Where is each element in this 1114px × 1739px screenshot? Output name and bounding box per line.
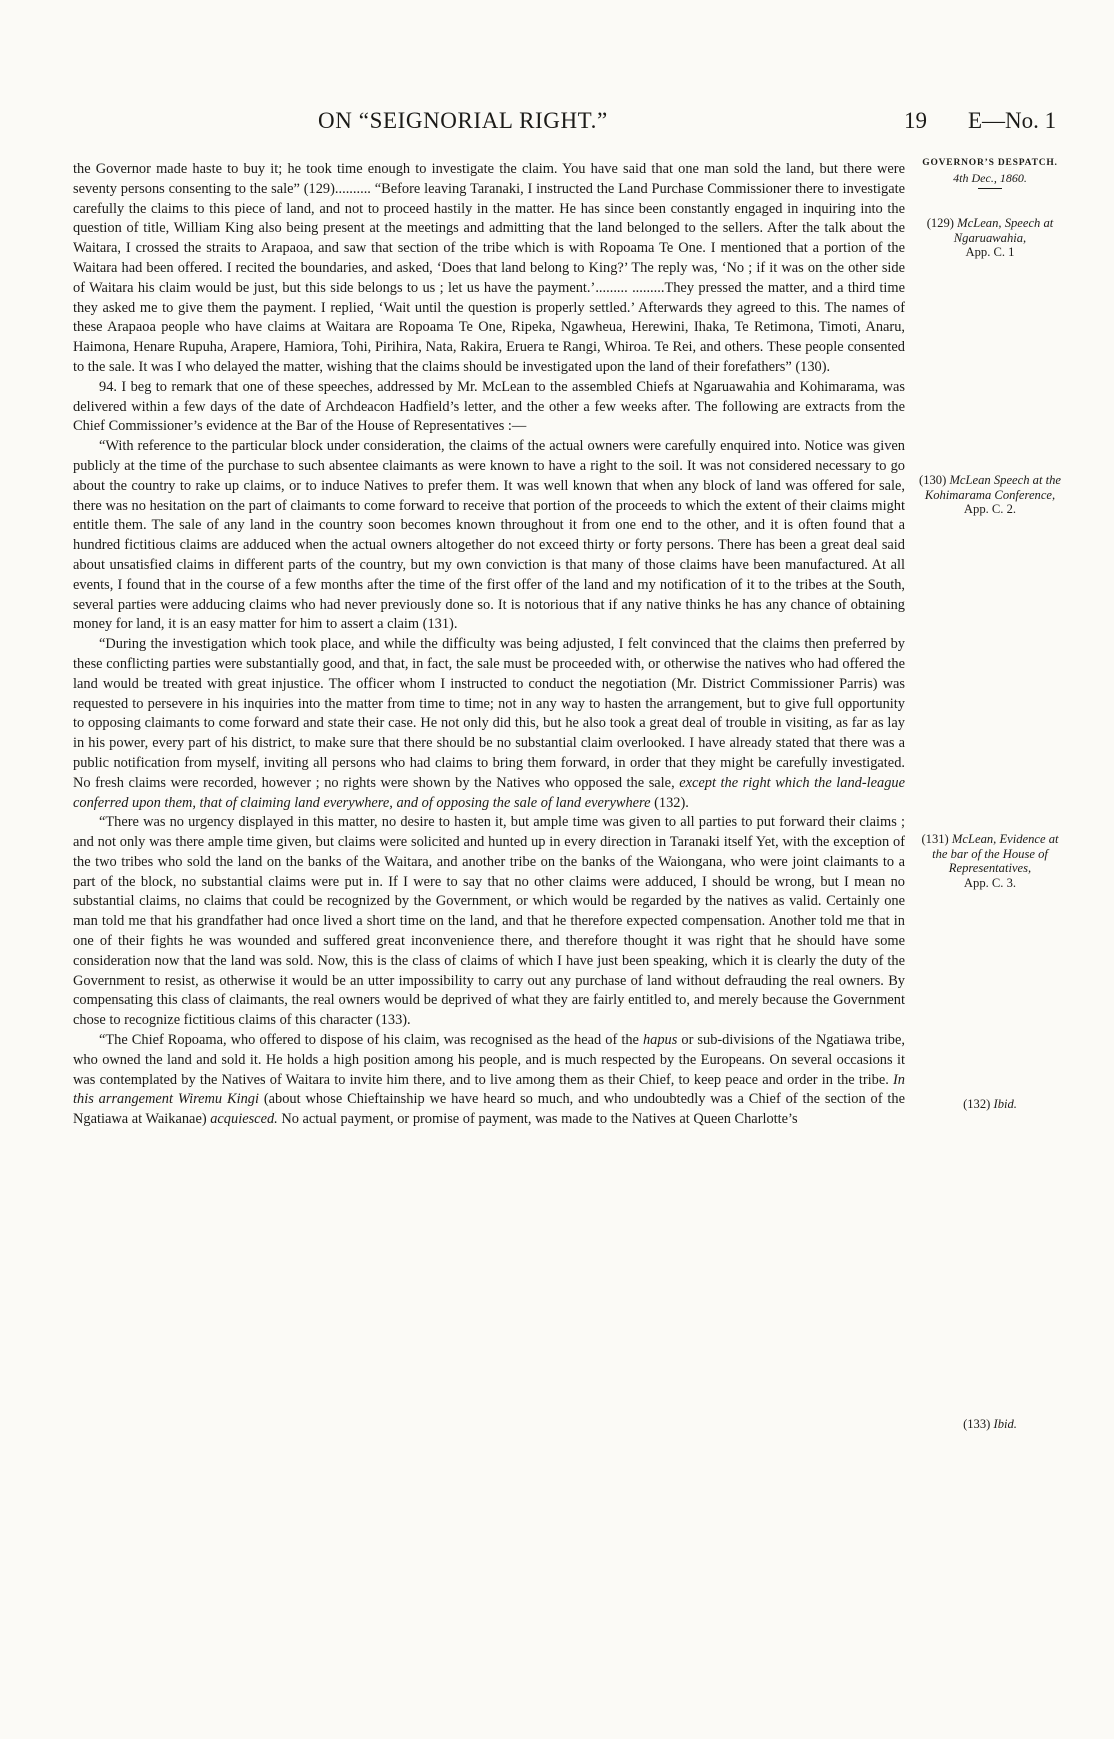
margin-note-133: [915, 1417, 1065, 1432]
note-source: McLean, Evidence at the bar of the House of Representatives,: [932, 832, 1059, 875]
margin-notes-column: [915, 160, 1065, 1720]
note-source: Ibid.: [993, 1097, 1017, 1111]
italic-emphasis: In this arrangement Wiremu Kingi: [73, 1071, 905, 1108]
paragraph-94: 94. I beg to remark that one of these speeches, addressed by Mr. McLean to the assembled Chiefs at Ngaruawahia and Kohimarama, was delivered within a few days of the date of Archdeacon Hadfield’s letter, and the other a few weeks after. The following are extracts from the Chief Commissioner’s evidence at the Bar of the House of Representatives :—: [73, 378, 905, 435]
running-title: ON “SEIGNORIAL RIGHT.”: [318, 108, 608, 133]
citation-132: (132).: [650, 794, 689, 811]
note-number: (130): [919, 473, 947, 487]
italic-emphasis: except the right which the land-league conferred upon them, that of claiming land everywhere, and of opposing the sale of land everywhere: [73, 774, 905, 811]
italic-acquiesced: acquiesced.: [210, 1111, 278, 1128]
quote-block-ropoama: [73, 1031, 905, 1130]
page-number: 19: [904, 108, 927, 133]
despatch-reference: [915, 154, 1065, 189]
despatch-date: 4th Dec., 1860.: [953, 170, 1027, 185]
quote-text: (about whose Chieftainship we have heard so much, and who undoubtedly was a Chief of the section of the Ngatiawa at Waikanae): [73, 1091, 905, 1128]
quote-block-investigation: [73, 635, 905, 813]
note-appendix: App. C. 2.: [963, 502, 1017, 516]
note-appendix: App. C. 3.: [963, 875, 1017, 890]
italic-hapus: hapus: [642, 1032, 678, 1049]
note-source: McLean, Speech at Ngaruawahia,: [953, 216, 1054, 245]
margin-note-129: [915, 216, 1065, 260]
margin-note-131: [915, 832, 1065, 890]
quote-block-no-urgency: “There was no urgency displayed in this matter, no desire to hasten it, but ample time was given to all parties to put forward their claims ; and not only was there ample time given, but claims were solicited and hunted up in every direction in Taranaki itself Yet, with the exception of the two tribes who sold the land on the banks of the Waitara, and another tribe on the banks of the Waiongana, who were joint claimants to a part of the block, no substantial claims were put in. If I were to say that no other claims were adduced, I should be wrong, but I mean no substantial claims, no claims that could be recognized by the Government, or which would be regarded by the natives as valid. Certainly one man told me that his grandfather had once lived a short time on the land, and that he therefore expected compensation. Another told me that in one of their fights he was wounded and suffered great inconvenience there, and therefore thought it was right that he should have some consideration now that the land was sold. Now, this is the class of claims of which I have just been speaking, which it is clearly the duty of the Government to resist, as otherwise it would be an utter impossibility to carry out any purchase of land without defrauding the real owners. By compensating this class of claimants, the real owners would be deprived of what they are fairly entitled to, and merely because the Government chose to recognize fictitious claims of this character (133).: [73, 814, 905, 1029]
page-header: [0, 108, 1114, 142]
note-number: (132): [963, 1097, 991, 1111]
note-number: (133): [963, 1417, 991, 1431]
quote-text: “The Chief Ropoama, who offered to dispose of his claim, was recognised as the head of the: [99, 1032, 643, 1049]
note-source: McLean Speech at the Kohimarama Conference,: [924, 473, 1061, 502]
document-reference: E—No. 1: [968, 108, 1057, 133]
margin-note-130: [915, 473, 1065, 517]
quote-block-actual-owners: “With reference to the particular block under consideration, the claims of the actual owners were carefully enquired into. Notice was given publicly at the time of the purchase to such absentee claimants as were known to have a right to the soil. It was not considered necessary to go about the country to rake up claims, or to induce Natives to prefer them. It was well known that when any block of land was offered for sale, there was no hesitation on the part of claimants to come forward to receive that portion of the proceeds to which the extent of their claims might entitle them. The sale of any land in the country soon becomes known throughout it from one end to the other, and it is often found that a hundred fictitious claims are adduced when the actual owners altogether do not exceed thirty or forty persons. There has been a great deal said about unsatisfied claims in different parts of the country, but my own conviction is that many of those claims have been manufactured. At all events, I found that in the course of a few months after the time of the first offer of the land and my notification of it to the tribes at the South, several parties were adducing claims who had never previously done so. It is notorious that if any native thinks he has any chance of obtaining money for land, it is an easy matter for him to assert a claim (131).: [73, 438, 905, 633]
note-number: (131): [921, 832, 949, 846]
note-source: Ibid.: [993, 1417, 1017, 1431]
margin-note-132: [915, 1097, 1065, 1112]
main-text-column: [73, 160, 905, 1720]
despatch-heading: GOVERNOR’S DESPATCH.: [922, 158, 1058, 168]
paragraph-governor-speech: the Governor made haste to buy it; he took time enough to investigate the claim. You have said that one man sold the land, but there were seventy persons consenting to the sale” (129).......... “Before leaving Taranaki, I instructed the Land Purchase Commissioner there to investigate carefully the claims to this piece of land, and not to proceed hastily in the matter. He has since been constantly engaged in inquiring into the question of title, William King also being present at the meetings and admitting that the land belonged to the sellers. After the talk about the Waitara, I crossed the straits to Arapaoa, and saw that section of the tribe which is with Ropoama Te One. I mentioned that a portion of the Waitara had been offered. I recited the boundaries, and asked, ‘Does that land belong to King?’ The reply was, ‘No ; if it was on the other side of Waitara his claim would be just, but this side belongs to us ; let us have the payment.’......... .........They pressed the matter, and a third time they asked me to give them the payment. I replied, ‘Wait until the question is properly settled.’ Afterwards they agreed to this. The names of these Arapaoa people who have claims at Waitara are Ropoama Te One, Ripeka, Ngawheua, Herewini, Ihaka, Te Retimona, Timoti, Anaru, Haimona, Henare Rupuha, Arapere, Hamiora, Tohi, Pirihira, Nata, Rakira, Eruera te Rangi, Whiroa. Te Rei, and others. These people consented to the sale. It was I who delayed the matter, wishing that the claims should be investigated upon the land of their forefathers” (130).: [73, 161, 905, 375]
note-number: (129): [926, 216, 954, 230]
quote-text: or sub-divisions of the Ngatiawa tribe, who owned the land and sold it. He holds a high position among his people, and is much respected by the Europeans. On several occasions it was contemplated by the Natives of Waitara to invite him there, and to live among them as their Chief, to keep peace and order in the tribe.: [73, 1032, 905, 1088]
note-appendix: App. C. 1: [965, 245, 1015, 259]
quote-text: No actual payment, or promise of payment, was made to the Natives at Queen Charlotte’s: [277, 1111, 798, 1128]
quote-text: “During the investigation which took place, and while the difficulty was being adjusted, I felt convinced that the claims then preferred by these conflicting parties were substantially good, and that, in fact, the sale must be proceeded with, or otherwise the natives who had offered the land would be treated with great injustice. The officer whom I instructed to conduct the negotiation (Mr. District Commissioner Parris) was requested to persevere in his inquiries into the matter from time to time; not in any way to hasten the arrangement, but to give full opportunity to opposing claimants to come forward and state their case. He not only did this, but he also took a great deal of trouble in visiting, as far as lay in his power, every part of his district, to make sure that there should be no substantial claim overlooked. I have already stated that there was a public notification from myself, inviting all persons who had claims to bring them forward, in order that they might be carefully investigated. No fresh claims were recorded, however ; no rights were shown by the Natives who opposed the sale,: [73, 636, 905, 791]
divider: [978, 188, 1002, 189]
